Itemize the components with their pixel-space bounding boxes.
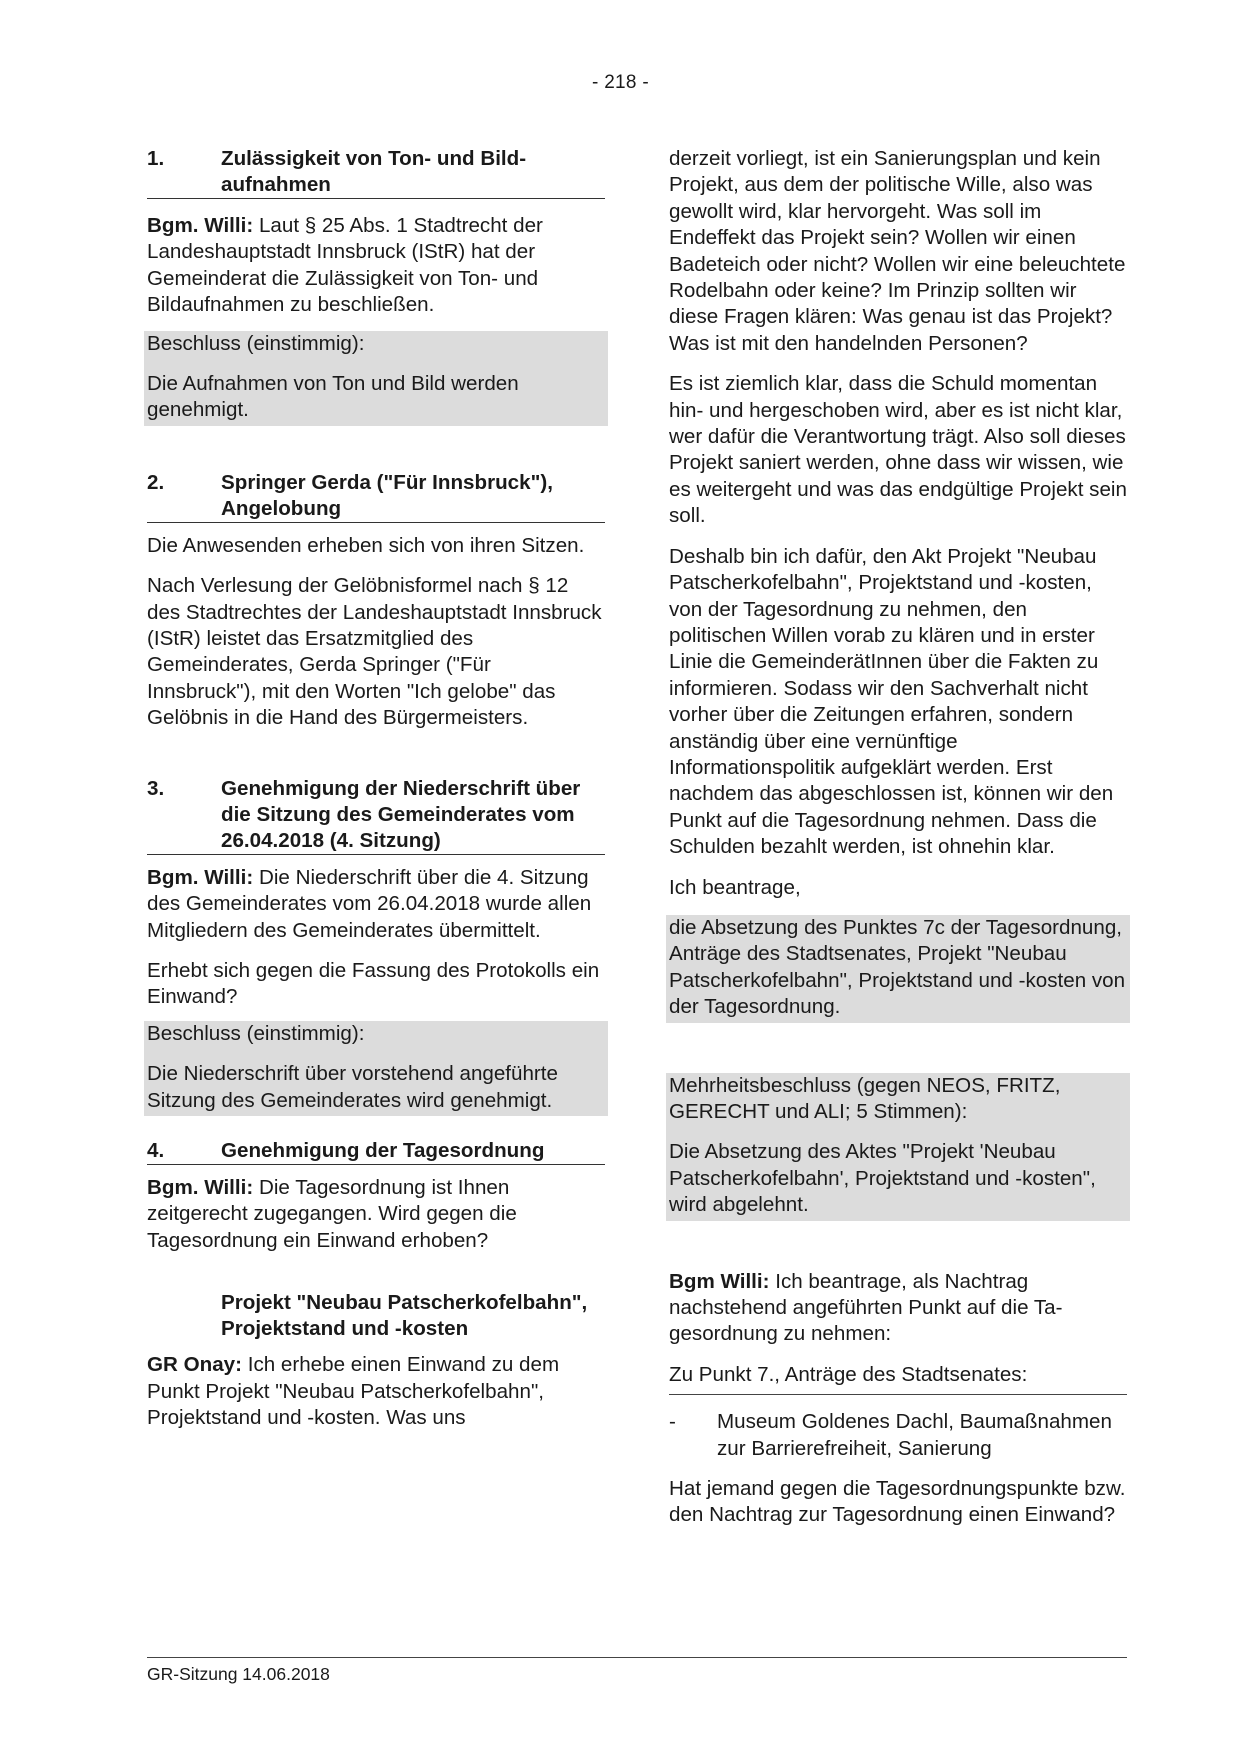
resolution-text: Die Aufnahmen von Ton und Bild werden genehmigt. — [147, 372, 519, 422]
resolution-text: Die Absetzung des Aktes "Projekt 'Neubau Patscherkofelbahn', Projektstand und -kosten", wird abgelehnt. — [669, 1140, 1096, 1217]
page-number: - 218 - — [591, 72, 649, 93]
right-column — [669, 146, 1127, 1529]
section-number: 1. — [147, 147, 165, 170]
dash-bullet: - — [669, 1410, 676, 1434]
motion-box — [666, 915, 1130, 1023]
paragraph: Bgm. Willi: Laut § 25 Abs. 1 Stadtrecht der Landeshauptstadt Innsbruck (IStR) hat der Gemeinderat die Zulässigkeit von Ton- und Bildaufnahmen zu beschließen. — [147, 214, 543, 317]
list-item — [669, 1409, 1127, 1462]
resolution-box — [144, 1021, 608, 1116]
paragraph: Hat jemand gegen die Tagesordnungspunkte bzw. den Nachtrag zur Tagesordnung einen Einwand? — [669, 1477, 1126, 1527]
section-number: 2. — [147, 470, 165, 494]
paragraph: Es ist ziemlich klar, dass die Schuld momentan hin- und hergeschoben wird, aber es ist nicht klar, wer dafür die Verantwortung trägt. Also soll dieses Projekt saniert werden, ohne dass wir wissen, wie es weitergeht und was das endgültige Projekt sein soll. — [669, 372, 1127, 528]
speaker: Bgm. Willi: — [147, 214, 254, 237]
resolution-box — [666, 1073, 1130, 1221]
section-title: Genehmigung der Tagesordnung — [221, 1138, 545, 1162]
footer: GR-Sitzung 14.06.2018 — [147, 1664, 330, 1684]
resolution-label: Beschluss (einstimmig): — [147, 331, 365, 355]
agenda-item-heading: Zu Punkt 7., Anträge des Stadtsenates: — [669, 1362, 1127, 1395]
section-title: Genehmigung der Niederschrift über die Sitzung des Gemeinderates vom 26.04.2018 (4. Sitzung) — [221, 776, 581, 852]
paragraph: GR Onay: Ich erhebe einen Einwand zu dem Punkt Projekt "Neubau Patscherkofelbahn", Projektstand und -kosten. Was uns — [147, 1353, 560, 1429]
speaker: Bgm Willi: — [669, 1269, 770, 1293]
section-2-heading — [147, 470, 605, 523]
resolution-text: Die Niederschrift über vorstehend angeführte Sitzung des Gemeinderates wird genehmigt. — [147, 1062, 558, 1112]
footer-divider — [147, 1657, 1127, 1658]
paragraph: Nach Verlesung der Gelöbnisformel nach § 12 des Stadtrechtes der Landeshauptstadt Innsbruck (IStR) leistet das Ersatzmitglied des Gemeinderates, Gerda Springer ("Für Innsbruck"), mit den Worten "Ich gelobe" das Gelöbnis in die Hand des Bürgermeisters. — [147, 574, 602, 730]
paragraph: Die Anwesenden erheben sich von ihren Sitzen. — [147, 533, 585, 557]
paragraph: Bgm. Willi: Die Tagesordnung ist Ihnen zeitgerecht zugegangen. Wird gegen die Tagesordnung ein Einwand erhoben? — [147, 1175, 517, 1252]
speaker: Bgm. Willi: — [147, 865, 254, 889]
section-4-heading — [147, 1138, 605, 1165]
paragraph: Bgm Willi: Ich beantrage, als Nachtrag nachstehend angeführten Punkt auf die Tagesordnung zu nehmen: — [669, 1269, 1063, 1346]
resolution-box — [144, 331, 608, 426]
list-item-text: Museum Goldenes Dachl, Baumaßnahmen zur Barrierefreiheit, Sanierung — [717, 1410, 1112, 1460]
speaker: Bgm. Willi: — [147, 1175, 254, 1199]
paragraph: derzeit vorliegt, ist ein Sanierungsplan und kein Projekt, aus dem der politische Wille, also was gewollt wird, klar hervorgeht. Was soll im Endeffekt das Projekt sein? Wollen wir einen Badeteich oder nicht? Wollen wir eine beleuchtete Rodelbahn oder keine? Im Prinzip sollten wir diese Fragen klären: Was genau ist das Projekt? Was ist mit den handelnden Personen? — [669, 147, 1126, 355]
subsection-heading — [147, 1290, 605, 1342]
section-1-heading — [147, 146, 605, 199]
paragraph: Deshalb bin ich dafür, den Akt Projekt "Neubau Patscherkofelbahn", Projektstand und -kosten, von der Tagesordnung zu nehmen, den politischen Willen vorab zu klären und in erster Linie die GemeinderätInnen über die Fakten zu informieren. Sodass wir den Sachverhalt nicht vorher über die Zeitungen erfahren, sondern anständig über eine vernünftige Informationspolitik aufgeklärt werden. Erst nachdem das abgeschlossen ist, können wir den Punkt auf die Tagesordnung nehmen. Dass die Schulden bezahlt werden, ist ohnehin klar. — [669, 544, 1114, 859]
left-column — [147, 146, 605, 1431]
section-title: Springer Gerda ("Für Innsbruck"), Angelobung — [221, 470, 553, 520]
paragraph: Erhebt sich gegen die Fassung des Protokolls ein Einwand? — [147, 958, 600, 1009]
paragraph: Bgm. Willi: Die Niederschrift über die 4. Sitzung des Gemeinderates vom 26.04.2018 wurde allen Mitgliedern des Gemeinderates übermittelt. — [147, 865, 592, 942]
section-title: Zulässigkeit von Ton- und Bildaufnahmen — [221, 147, 527, 196]
section-3-heading — [147, 776, 605, 855]
subsection-title: Projekt "Neubau Patscherkofelbahn", Projektstand und -kosten — [221, 1291, 588, 1341]
resolution-label: Beschluss (einstimmig): — [147, 1021, 365, 1045]
section-number: 3. — [147, 776, 165, 800]
section-number: 4. — [147, 1138, 165, 1162]
motion-text: die Absetzung des Punktes 7c der Tagesordnung, Anträge des Stadtsenates, Projekt "Neubau Patscherkofelbahn", Projektstand und -kosten von der Tagesordnung. — [669, 915, 1126, 1019]
resolution-label: Mehrheitsbeschluss (gegen NEOS, FRITZ, GERECHT und ALI; 5 Stimmen): — [669, 1073, 1061, 1123]
paragraph: Ich beantrage, — [669, 875, 801, 899]
speaker: GR Onay: — [147, 1353, 242, 1377]
